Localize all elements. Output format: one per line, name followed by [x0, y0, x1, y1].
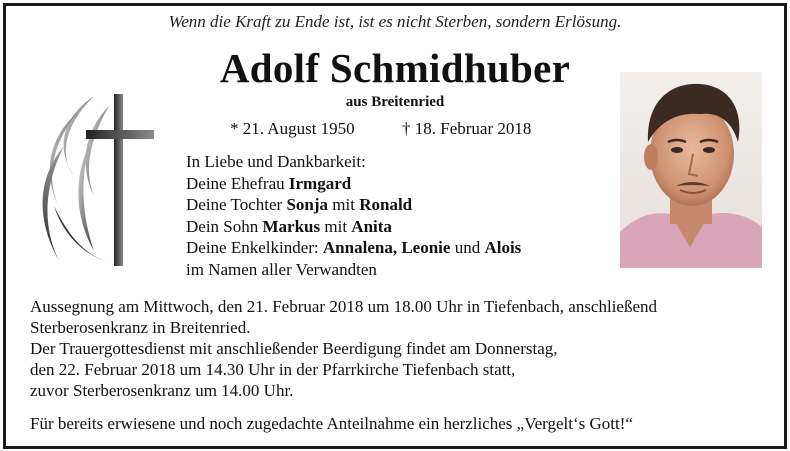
family-daughter [186, 194, 606, 216]
daughter-partner: Ronald [359, 195, 413, 214]
deceased-name: Adolf Schmidhuber [219, 45, 571, 91]
son-partner: Anita [351, 216, 392, 236]
origin-place: aus Breitenried [345, 94, 445, 110]
family-relatives: im Namen aller Verwandten [186, 259, 377, 279]
daughter-label: Deine Tochter [186, 195, 287, 214]
son-with: mit [320, 216, 352, 236]
grandchildren-label: Deine Enkelkinder: [186, 238, 323, 257]
family-son [186, 216, 606, 238]
son-label: Dein Sohn [186, 216, 263, 236]
grandchildren-last-name: Alois [484, 238, 522, 257]
birth-date: * 21. August 1950 [230, 119, 355, 138]
wife-name: Irmgard [288, 173, 352, 193]
portrait-photo [620, 72, 762, 268]
grandchildren-and: und [450, 238, 485, 257]
quote: Wenn die Kraft zu Ende ist, ist es nicht Sterben, sondern Erlösung. [168, 12, 622, 31]
death-date: † 18. Februar 2018 [402, 119, 532, 138]
thanks-line: Für bereits erwiesene und noch zugedachte Anteilnahme ein herzliches „Vergelt‘s Gott!“ [30, 414, 633, 433]
obituary-notice [3, 3, 787, 449]
family-wife [186, 173, 606, 195]
info-line-5: zuvor Sterberosenkranz um 14.00 Uhr. [30, 381, 294, 400]
son-name: Markus [262, 216, 321, 236]
daughter-with: mit [328, 195, 360, 214]
family-grandchildren [186, 237, 606, 259]
grandchildren-names: Annalena, Leonie [322, 238, 451, 257]
info-line-4: den 22. Februar 2018 um 14.30 Uhr in der Pfarrkirche Tiefenbach statt, [30, 360, 516, 379]
service-info [30, 296, 770, 401]
info-line-3: Der Trauergottesdienst mit anschließender Beerdigung findet am Donnerstag, [30, 339, 558, 358]
info-line-1: Aussegnung am Mittwoch, den 21. Februar 2018 um 18.00 Uhr in Tiefenbach, anschließend [30, 297, 658, 316]
info-line-2: Sterberosenkranz in Breitenried. [30, 318, 251, 337]
family-list [186, 151, 606, 280]
family-intro: In Liebe und Dankbarkeit: [186, 152, 366, 171]
daughter-name: Sonja [286, 195, 329, 214]
wife-label: Deine Ehefrau [186, 173, 289, 193]
cross-icon [34, 86, 164, 271]
